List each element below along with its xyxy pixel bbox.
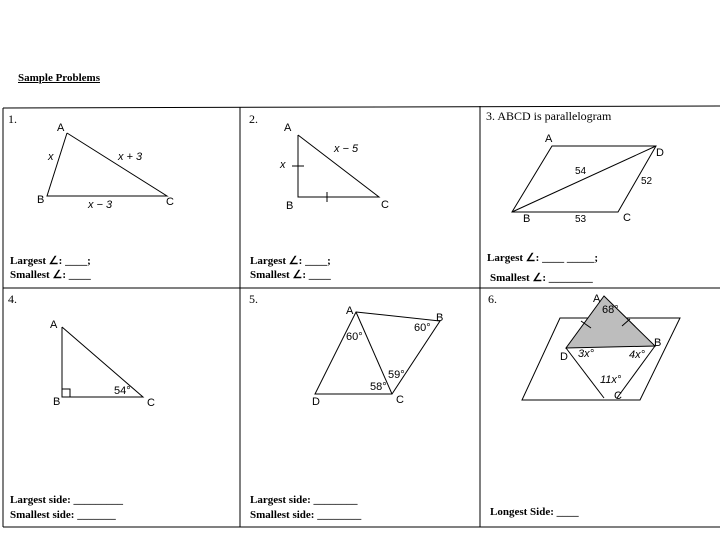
p2-side-left: x <box>280 159 286 171</box>
p3-answer-smallest: Smallest ∠: ________ <box>490 272 593 284</box>
p4-vertex-C: C <box>147 397 155 409</box>
p2-answer-smallest: Smallest ∠: ____ <box>250 269 331 281</box>
p6-angle-d: 3x° <box>578 348 595 360</box>
p5-vertex-A: A <box>346 305 354 317</box>
p6-vertex-D: D <box>560 351 568 363</box>
p6-answer-longest: Longest Side: ____ <box>490 506 579 518</box>
p5-angle-b: 60° <box>414 322 431 334</box>
triangle-4 <box>62 327 143 397</box>
p1-side-hyp: x + 3 <box>118 151 143 163</box>
p4-answer-smallest: Smallest side: _______ <box>10 509 116 521</box>
p2-answer-largest: Largest ∠: ____; <box>250 255 331 267</box>
p1-answer-smallest: Smallest ∠: ____ <box>10 269 91 281</box>
p4-vertex-B: B <box>53 396 61 408</box>
p5-angle-c2: 58° <box>370 381 387 393</box>
p1-side-base: x − 3 <box>88 199 113 211</box>
p5-angle-c1: 59° <box>388 369 405 381</box>
p5-angle-a: 60° <box>346 331 363 343</box>
page-title: Sample Problems <box>18 72 100 84</box>
problem-5-number: 5. <box>249 292 258 306</box>
p6-vertex-B: B <box>654 337 662 349</box>
p2-side-hyp: x − 5 <box>334 143 359 155</box>
p4-answer-largest: Largest side: _________ <box>10 494 124 506</box>
problem-3-number: 3. ABCD is parallelogram <box>486 109 612 123</box>
p1-vertex-C: C <box>166 196 174 208</box>
p3-vertex-C: C <box>623 212 631 224</box>
p1-vertex-B: B <box>37 194 45 206</box>
p5-vertex-D: D <box>312 396 320 408</box>
p4-angle-label: 54° <box>114 385 131 397</box>
p6-angle-a: 68° <box>602 304 619 316</box>
p5-vertex-C: C <box>396 394 404 406</box>
problem-2-number: 2. <box>249 112 258 126</box>
p3-vertex-A: A <box>545 133 553 145</box>
p3-vertex-B: B <box>523 213 531 225</box>
p6-angle-c: 11x° <box>600 374 622 386</box>
p2-vertex-B: B <box>286 200 294 212</box>
p1-answer-largest: Largest ∠: ____; <box>10 255 91 267</box>
p6-vertex-C: C <box>614 390 622 402</box>
p2-vertex-A: A <box>284 122 292 134</box>
p3-bottom-label: 53 <box>575 214 587 225</box>
p5-answer-smallest: Smallest side: ________ <box>250 509 362 521</box>
problem-4-number: 4. <box>8 292 17 306</box>
p6-vertex-A: A <box>593 293 601 305</box>
p5-vertex-B: B <box>436 312 444 324</box>
p2-vertex-C: C <box>381 199 389 211</box>
triangle-1 <box>47 133 167 196</box>
p3-answer-largest: Largest ∠: ____ _____; <box>487 252 598 264</box>
p1-side-left: x <box>48 151 54 163</box>
p6-angle-b: 4x° <box>629 349 646 361</box>
p1-vertex-A: A <box>57 122 65 134</box>
problem-1-number: 1. <box>8 112 17 126</box>
problem-6-number: 6. <box>488 292 497 306</box>
p3-right-label: 52 <box>641 176 653 187</box>
p5-answer-largest: Largest side: ________ <box>250 494 358 506</box>
p4-vertex-A: A <box>50 319 58 331</box>
p3-vertex-D: D <box>656 147 664 159</box>
p3-diagonal-label: 54 <box>575 166 587 177</box>
parallelogram-3 <box>512 146 656 212</box>
